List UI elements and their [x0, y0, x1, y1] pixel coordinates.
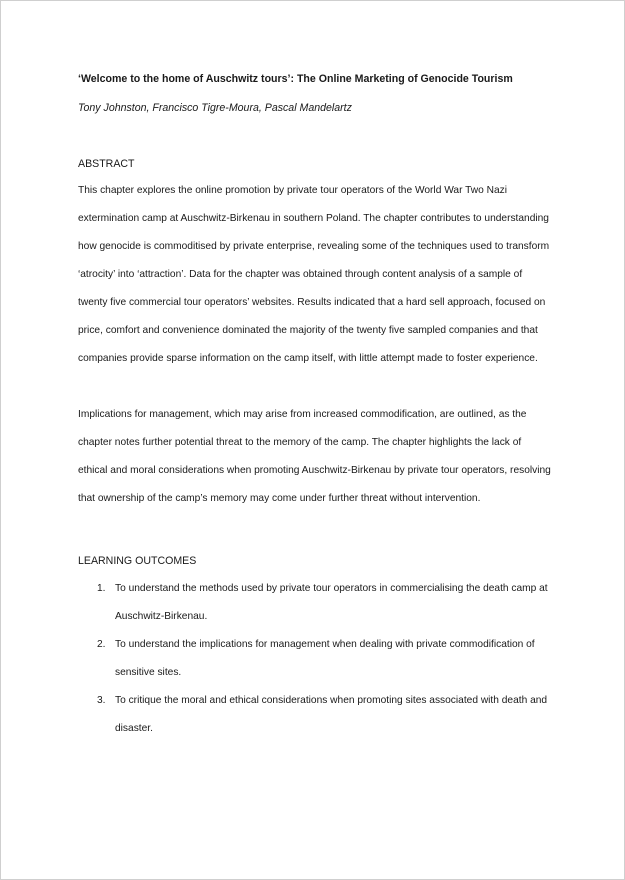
learning-outcome-number: 3.: [97, 695, 106, 706]
learning-outcome-text: To understand the implications for management when dealing with private commodification of sensitive sites.: [115, 639, 535, 678]
learning-outcomes-heading: LEARNING OUTCOMES: [78, 555, 197, 567]
learning-outcome-text: To critique the moral and ethical considerations when promoting sites associated with death and disaster.: [115, 695, 548, 734]
learning-outcome-number: 2.: [97, 639, 106, 650]
learning-outcome-item: [78, 687, 553, 743]
learning-outcome-item: [78, 631, 553, 687]
document-authors: Tony Johnston, Francisco Tigre-Moura, Pascal Mandelartz: [78, 102, 352, 114]
document-title: ‘Welcome to the home of Auschwitz tours’: The Online Marketing of Genocide Tourism: [78, 73, 513, 85]
learning-outcome-number: 1.: [97, 583, 106, 594]
abstract-paragraph-1: This chapter explores the online promotion by private tour operators of the World War Two Nazi extermination camp at Auschwitz-Birkenau in southern Poland. The chapter contributes to understanding how genocide is commoditised by private enterprise, revealing some of the techniques used to transform ‘atrocity’ into ‘attraction’. Data for the chapter was obtained through content analysis of a sample of twenty five commercial tour operators’ websites. Results indicated that a hard sell approach, focused on price, comfort and convenience dominated the majority of the twenty five sampled companies and that companies provide sparse information on the camp itself, with little attempt made to foster experience.: [78, 185, 550, 364]
abstract-paragraph-2: Implications for management, which may arise from increased commodification, are outlined, as the chapter notes further potential threat to the memory of the camp. The chapter highlights the lack of ethical and moral considerations when promoting Auschwitz-Birkenau by private tour operators, resolving that ownership of the camp’s memory may come under further threat without intervention.: [78, 409, 551, 504]
document-content: [78, 71, 553, 743]
learning-outcome-text: To understand the methods used by private tour operators in commercialising the death camp at Auschwitz-Birkenau.: [115, 583, 548, 622]
learning-outcomes-list: [78, 575, 553, 743]
abstract-heading: ABSTRACT: [78, 158, 135, 170]
learning-outcome-item: [78, 575, 553, 631]
